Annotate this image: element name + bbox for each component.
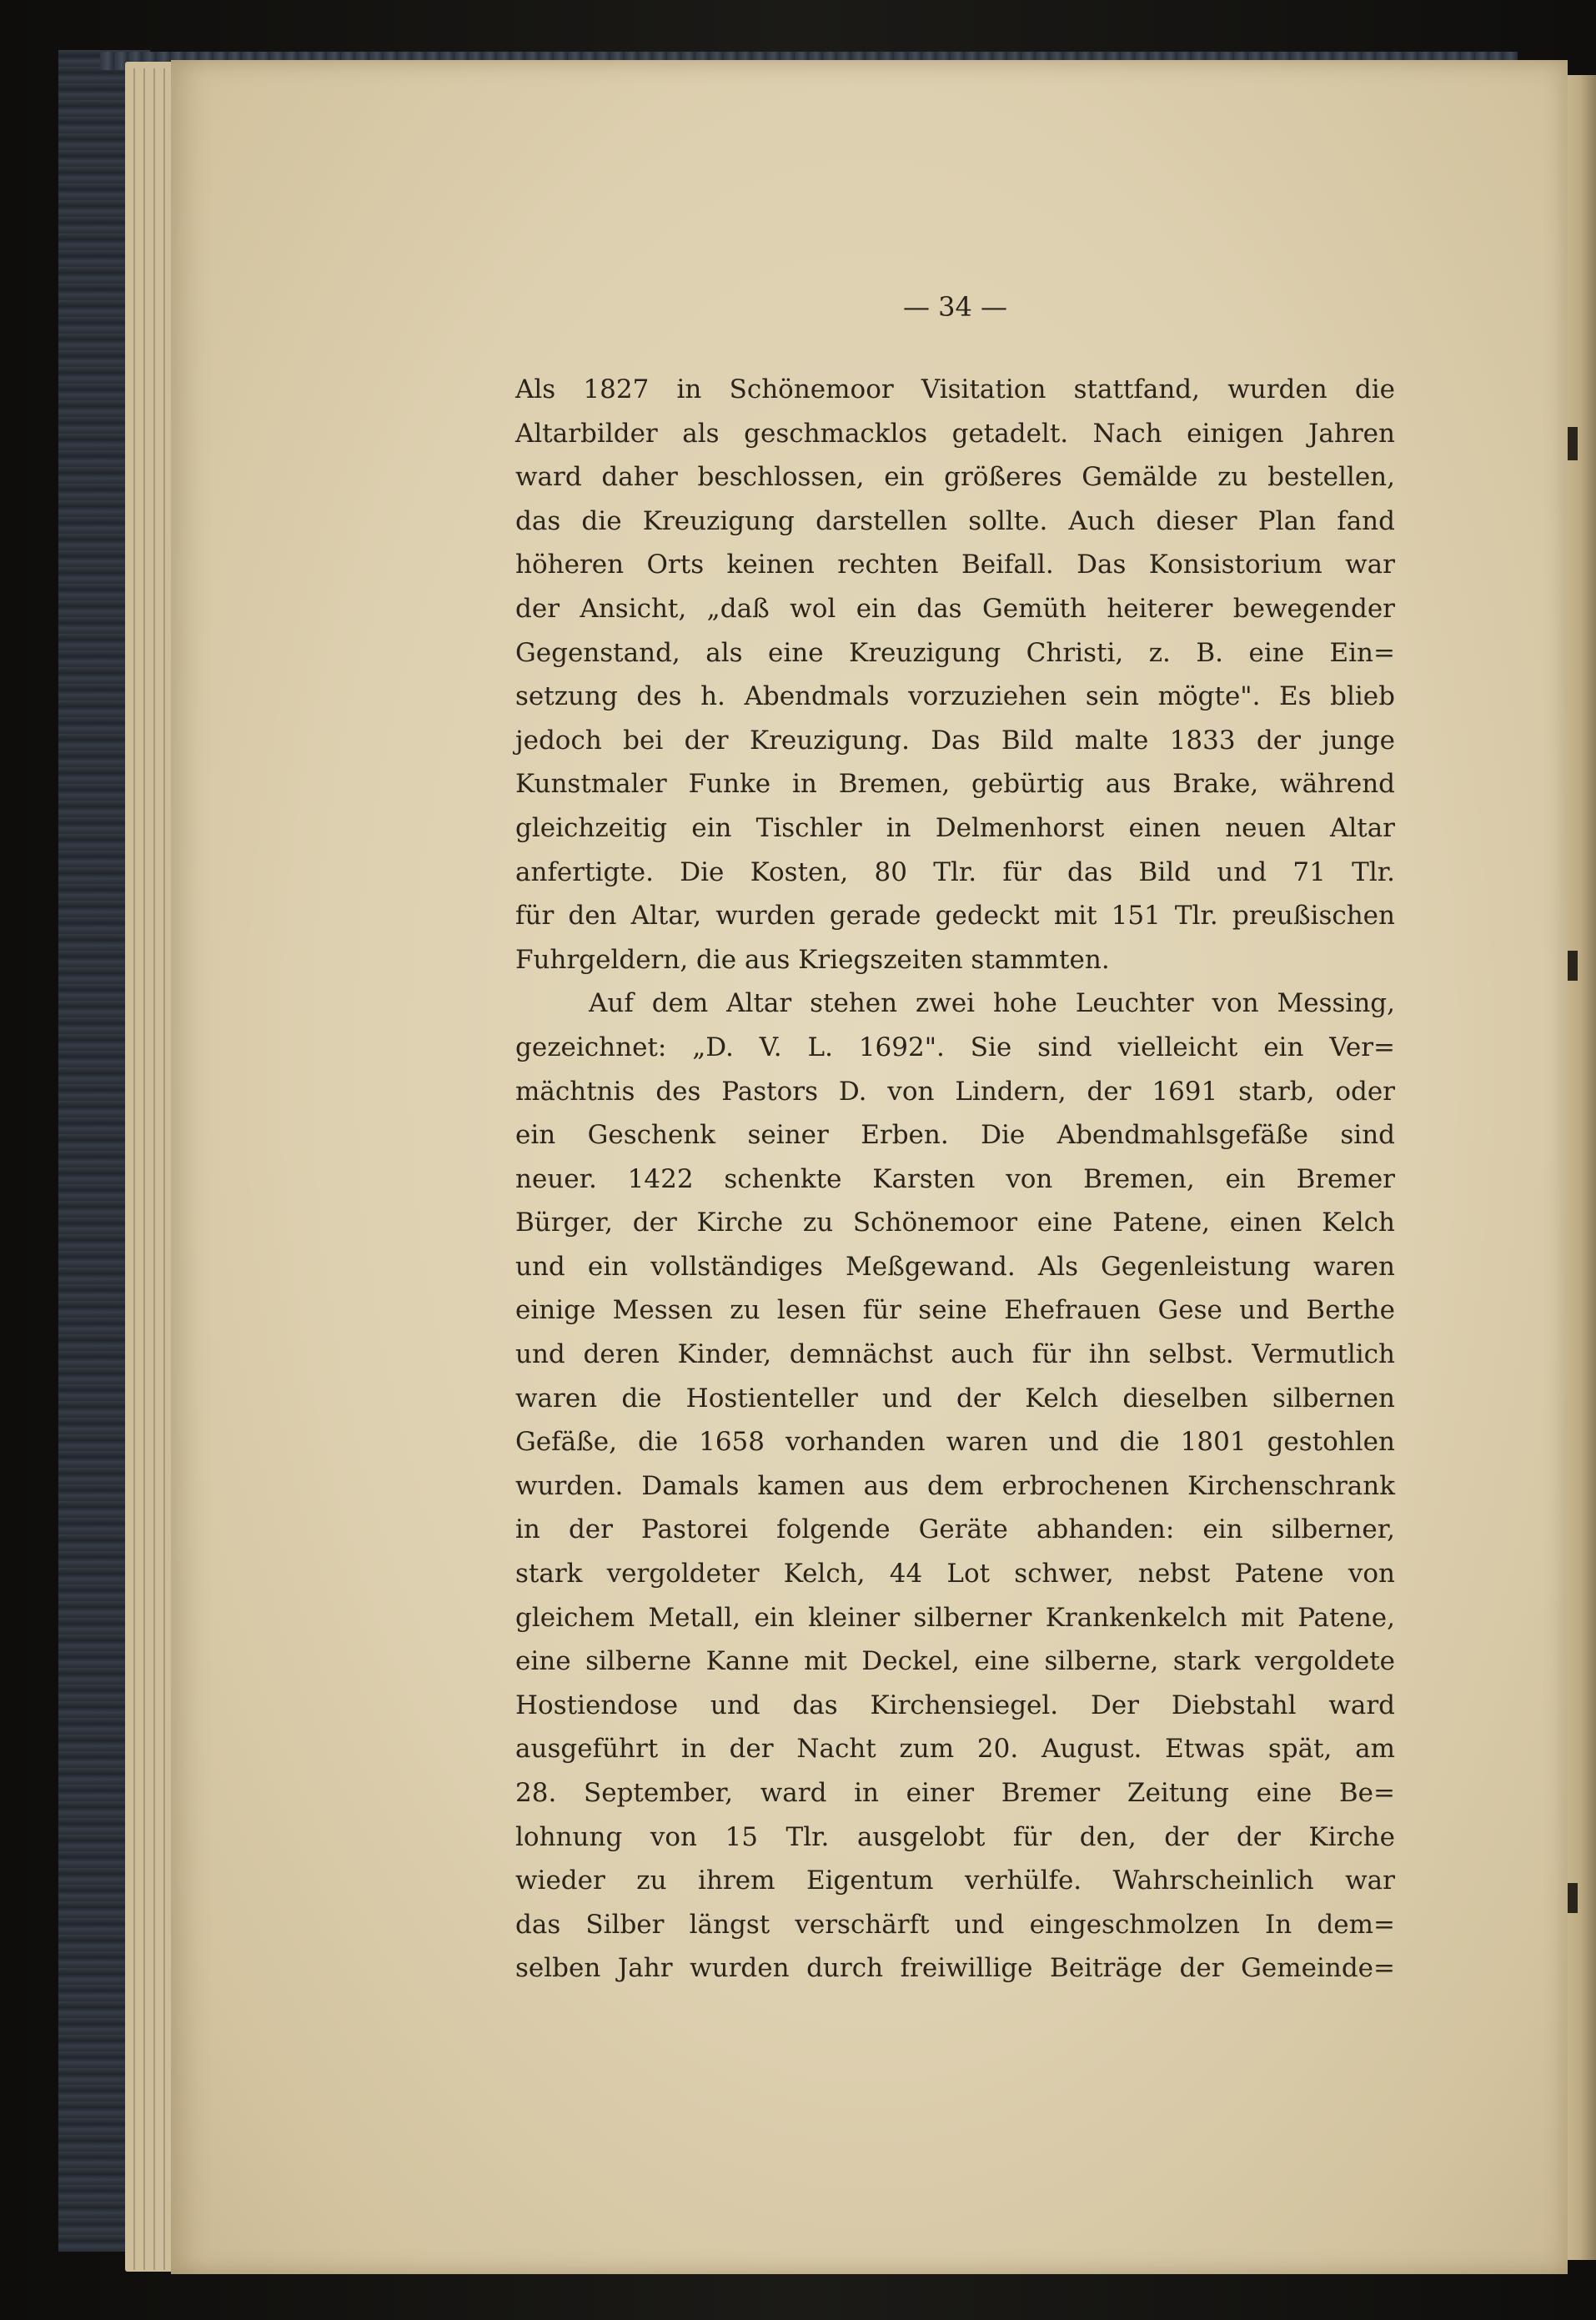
text-line: das die Kreuzigung darstellen sollte. Auch dieser Plan fand xyxy=(515,505,1395,536)
text-line: Gefäße, die 1658 vorhanden waren und die 1801 gestohlen xyxy=(515,1427,1395,1458)
text-line: der Ansicht, „daß wol ein das Gemüth heiterer bewegender xyxy=(515,593,1395,624)
text-line: Kunstmaler Funke in Bremen, gebürtig aus Brake, während xyxy=(515,769,1395,800)
margin-mark xyxy=(1566,1883,1578,1913)
page-edge-line xyxy=(153,68,155,2270)
text-line: eine silberne Kanne mit Deckel, eine silberne, stark vergoldete xyxy=(515,1646,1395,1677)
margin-mark xyxy=(1566,427,1578,460)
text-line: 28. September, ward in einer Bremer Zeitung eine Be= xyxy=(515,1778,1395,1808)
text-line: und ein vollständiges Meßgewand. Als Gegenleistung waren xyxy=(515,1251,1395,1282)
text-line: gleichem Metall, ein kleiner silberner Krankenkelch mit Patene, xyxy=(515,1602,1395,1633)
text-line: neuer. 1422 schenkte Karsten von Bremen, ein Bremer xyxy=(515,1163,1395,1194)
margin-mark xyxy=(1566,951,1578,981)
text-line: in der Pastorei folgende Geräte abhanden: ein silberner, xyxy=(515,1514,1395,1545)
text-line: ein Geschenk seiner Erben. Die Abendmahlsgefäße sind xyxy=(515,1120,1395,1151)
text-line: das Silber längst verschärft und eingeschmolzen In dem= xyxy=(515,1909,1395,1940)
text-line: gezeichnet: „D. V. L. 1692". Sie sind vielleicht ein Ver= xyxy=(515,1032,1395,1062)
page-edge-line xyxy=(143,68,145,2270)
text-line: stark vergoldeter Kelch, 44 Lot schwer, nebst Patene von xyxy=(515,1559,1395,1589)
text-line: gleichzeitig ein Tischler in Delmenhorst einen neuen Altar xyxy=(515,812,1395,843)
text-line: wurden. Damals kamen aus dem erbrochenen Kirchenschrank xyxy=(515,1470,1395,1501)
text-line: Altarbilder als geschmacklos getadelt. Nach einigen Jahren xyxy=(515,418,1395,449)
text-line: Bürger, der Kirche zu Schönemoor eine Patene, einen Kelch xyxy=(515,1208,1395,1238)
page-edge-line xyxy=(163,68,165,2270)
text-line: mächtnis des Pastors D. von Lindern, der 1691 starb, oder xyxy=(515,1076,1395,1107)
text-line: jedoch bei der Kreuzigung. Das Bild malte 1833 der junge xyxy=(515,725,1395,756)
text-line: Auf dem Altar stehen zwei hohe Leuchter von Messing, xyxy=(589,988,1395,1019)
text-line: Hostiendose und das Kirchensiegel. Der Diebstahl ward xyxy=(515,1690,1395,1720)
text-line: anfertigte. Die Kosten, 80 Tlr. für das Bild und 71 Tlr. xyxy=(515,856,1395,887)
text-line: waren die Hostienteller und der Kelch dieselben silbernen xyxy=(515,1383,1395,1414)
text-line: wieder zu ihrem Eigentum verhülfe. Wahrscheinlich war xyxy=(515,1866,1395,1896)
text-line: Als 1827 in Schönemoor Visitation stattfand, wurden die xyxy=(515,374,1395,404)
text-line: für den Altar, wurden gerade gedeckt mit 151 Tlr. preußischen xyxy=(515,901,1395,932)
text-line: selben Jahr wurden durch freiwillige Beiträge der Gemeinde= xyxy=(515,1953,1395,1984)
text-line: ward daher beschlossen, ein größeres Gemälde zu bestellen, xyxy=(515,462,1395,493)
text-line: ausgeführt in der Nacht zum 20. August. Etwas spät, am xyxy=(515,1734,1395,1765)
text-line: Gegenstand, als eine Kreuzigung Christi, z. B. eine Ein= xyxy=(515,637,1395,668)
body-text xyxy=(515,368,1395,1991)
text-line: einige Messen zu lesen für seine Ehefrauen Gese und Berthe xyxy=(515,1295,1395,1326)
text-line: und deren Kinder, demnächst auch für ihn selbst. Vermutlich xyxy=(515,1339,1395,1370)
text-line: höheren Orts keinen rechten Beifall. Das Konsistorium war xyxy=(515,550,1395,580)
text-line: lohnung von 15 Tlr. ausgelobt für den, der der Kirche xyxy=(515,1821,1395,1852)
text-line: setzung des h. Abendmals vorzuziehen sein mögte". Es blieb xyxy=(515,681,1395,712)
text-line: Fuhrgeldern, die aus Kriegszeiten stammten. xyxy=(515,944,1110,975)
page-number: — 34 — xyxy=(902,291,1008,323)
page-edge-line xyxy=(133,68,135,2270)
